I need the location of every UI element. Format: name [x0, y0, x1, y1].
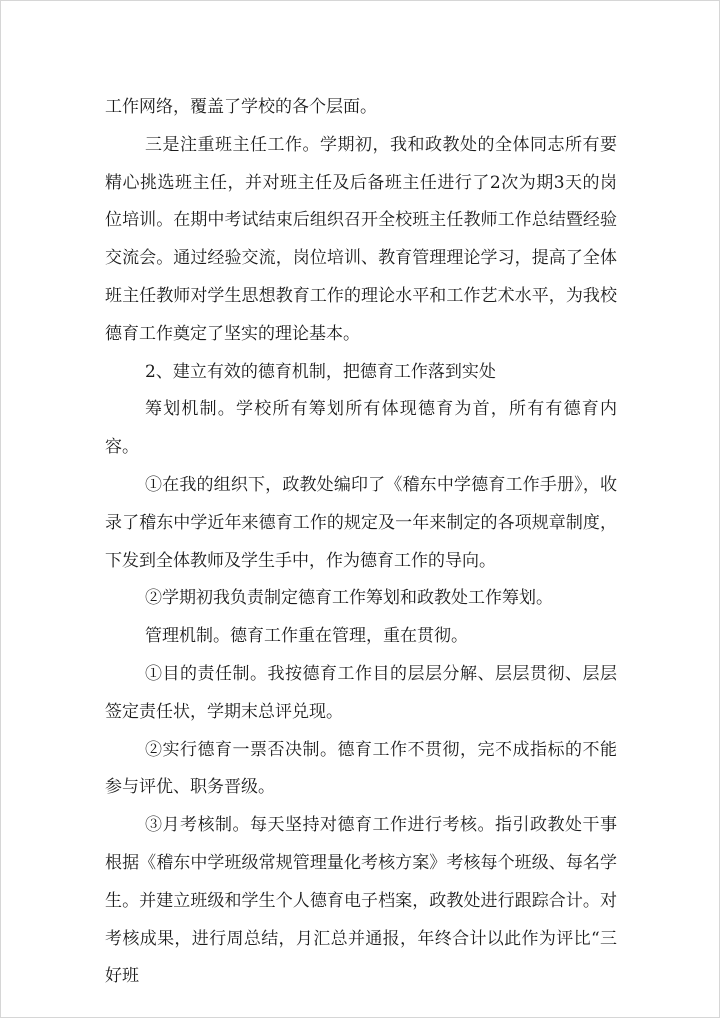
paragraph-network-coverage: 工作网络，覆盖了学校的各个层面。 [105, 97, 377, 117]
paragraph-monthly-assessment: ③月考核制。每天坚持对德育工作进行考核。指引政教处干事根据《稽东中学班级常规管理量化考核方案》考核每个班级、每名学生。并建立班级和学生个人德育电子档案，政教处进行跟踪合计。对考核成果，进行周总结，月汇总并通报，年终合计以此作为评比“三好班 [105, 815, 617, 987]
paragraph-responsibility-system: ①目的责任制。我按德育工作目的层层分解、层层贯彻、层层签定责任状，学期末总评兑现。 [105, 663, 617, 722]
paragraph-veto-system: ②实行德育一票否决制。德育工作不贯彻，完不成指标的不能参与评优、职务晋级。 [105, 739, 617, 798]
paragraph-class-teacher-work: 三是注重班主任工作。学期初，我和政教处的全体同志所有要精心挑选班主任，并对班主任及后备班主任进行了2次为期3天的岗位培训。在期中考试结束后组织召开全校班主任教师工作总结暨经验交流会。通过经验交流，岗位培训、教育管理理论学习，提高了全体班主任教师对学生思想教育工作的理论水平和工作艺术水平，为我校德育工作奠定了坚实的理论基本。 [105, 134, 617, 344]
paragraph-heading-moral-mechanism: 2、建立有效的德育机制，把德育工作落到实处 [145, 361, 496, 382]
document-body [105, 89, 617, 996]
paragraph-semester-plan: ②学期初我负责制定德育工作筹划和政教处工作筹划。 [145, 588, 553, 609]
paragraph-planning-mechanism: 筹划机制。学校所有筹划所有体现德育为首，所有有德育内容。 [105, 399, 617, 458]
paragraph-handbook: ①在我的组织下，政教处编印了《稽东中学德育工作手册》，收录了稽东中学近年来德育工作的规定及一年来制定的各项规章制度，下发到全体教师及学生手中，作为德育工作的导向。 [105, 474, 617, 571]
paragraph-management-mechanism: 管理机制。德育工作重在管理，重在贯彻。 [145, 626, 468, 647]
